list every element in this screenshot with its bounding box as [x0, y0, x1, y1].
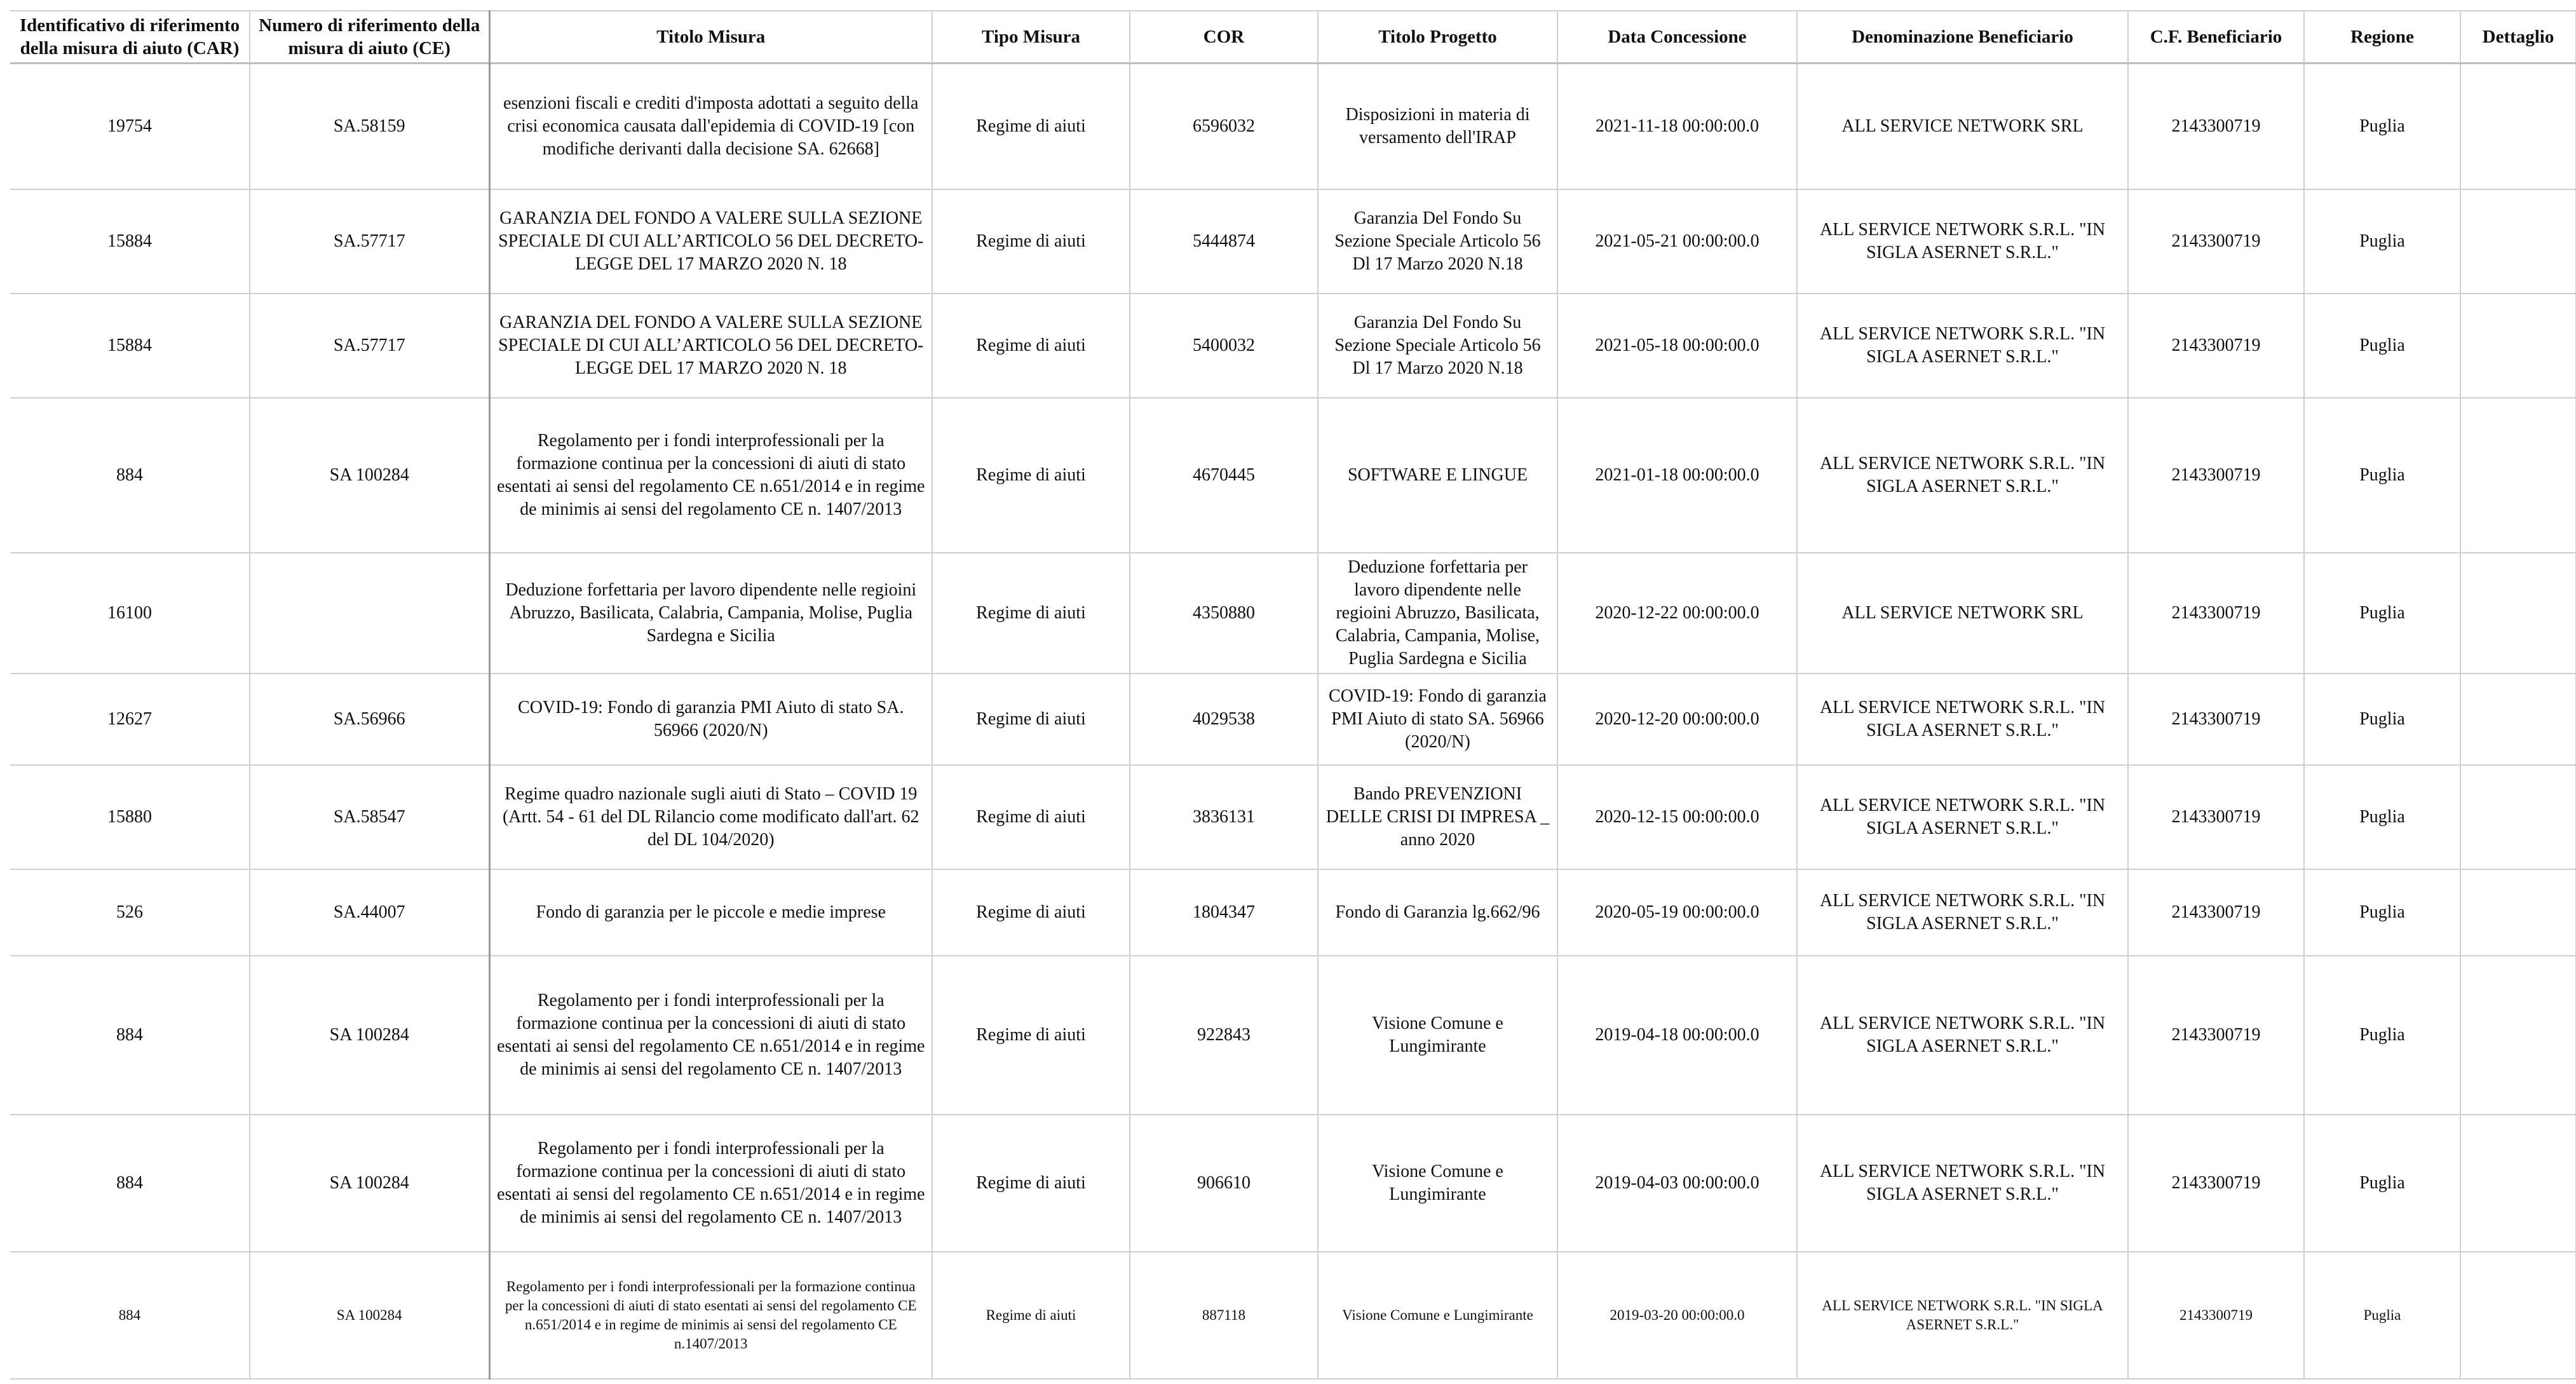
cell-regione: Puglia — [2304, 294, 2460, 398]
cell-ce: SA.57717 — [250, 294, 489, 398]
cell-car: 16100 — [10, 553, 250, 674]
header-ce[interactable]: Numero di riferimento della misura di aiuto (CE) — [250, 11, 489, 64]
table-row — [10, 398, 2576, 553]
cell-dettaglio[interactable] — [2460, 765, 2576, 869]
table-row — [10, 189, 2576, 294]
cell-titolo-misura: GARANZIA DEL FONDO A VALERE SULLA SEZIONE SPECIALE DI CUI ALL’ARTICOLO 56 DEL DECRETO-LEGGE DEL 17 MARZO 2020 N. 18 — [489, 189, 932, 294]
header-car[interactable]: Identificativo di riferimento della misura di aiuto (CAR) — [10, 11, 250, 64]
cell-car: 884 — [10, 956, 250, 1115]
cell-tipo-misura: Regime di aiuti — [932, 189, 1130, 294]
header-row — [10, 11, 2576, 64]
header-regione[interactable]: Regione — [2304, 11, 2460, 64]
cell-car: 15880 — [10, 765, 250, 869]
cell-cf: 2143300719 — [2128, 674, 2304, 765]
header-data-concessione[interactable]: Data Concessione — [1557, 11, 1797, 64]
cell-cf: 2143300719 — [2128, 956, 2304, 1115]
cell-car: 884 — [10, 1252, 250, 1379]
cell-regione: Puglia — [2304, 765, 2460, 869]
cell-titolo-progetto: Visione Comune e Lungimirante — [1318, 1115, 1557, 1252]
cell-cor: 4350880 — [1130, 553, 1318, 674]
header-cor[interactable]: COR — [1130, 11, 1318, 64]
header-dettaglio[interactable]: Dettaglio — [2460, 11, 2576, 64]
cell-cf: 2143300719 — [2128, 398, 2304, 553]
table-row — [10, 553, 2576, 674]
cell-titolo-misura: Fondo di garanzia per le piccole e medie imprese — [489, 869, 932, 956]
cell-regione: Puglia — [2304, 553, 2460, 674]
cell-car: 15884 — [10, 189, 250, 294]
cell-regione: Puglia — [2304, 398, 2460, 553]
cell-titolo-progetto: Deduzione forfettaria per lavoro dipendente nelle regioini Abruzzo, Basilicata, Calabria, Campania, Molise, Puglia Sardegna e Sicilia — [1318, 553, 1557, 674]
cell-data-concessione: 2021-11-18 00:00:00.0 — [1557, 64, 1797, 189]
cell-cf: 2143300719 — [2128, 64, 2304, 189]
cell-titolo-progetto: SOFTWARE E LINGUE — [1318, 398, 1557, 553]
cell-denominazione: ALL SERVICE NETWORK S.R.L. "IN SIGLA ASERNET S.R.L." — [1797, 398, 2128, 553]
cell-cf: 2143300719 — [2128, 1115, 2304, 1252]
cell-data-concessione: 2019-03-20 00:00:00.0 — [1557, 1252, 1797, 1379]
cell-cor: 3836131 — [1130, 765, 1318, 869]
cell-tipo-misura: Regime di aiuti — [932, 64, 1130, 189]
cell-cor: 5400032 — [1130, 294, 1318, 398]
cell-regione: Puglia — [2304, 869, 2460, 956]
cell-cor: 6596032 — [1130, 64, 1318, 189]
cell-dettaglio[interactable] — [2460, 956, 2576, 1115]
cell-regione: Puglia — [2304, 674, 2460, 765]
cell-denominazione: ALL SERVICE NETWORK S.R.L. "IN SIGLA ASERNET S.R.L." — [1797, 1115, 2128, 1252]
cell-denominazione: ALL SERVICE NETWORK S.R.L. "IN SIGLA ASERNET S.R.L." — [1797, 956, 2128, 1115]
cell-titolo-progetto: Bando PREVENZIONI DELLE CRISI DI IMPRESA _ anno 2020 — [1318, 765, 1557, 869]
cell-tipo-misura: Regime di aiuti — [932, 294, 1130, 398]
cell-dettaglio[interactable] — [2460, 869, 2576, 956]
cell-cor: 4029538 — [1130, 674, 1318, 765]
cell-denominazione: ALL SERVICE NETWORK S.R.L. "IN SIGLA ASERNET S.R.L." — [1797, 189, 2128, 294]
cell-ce: SA.44007 — [250, 869, 489, 956]
cell-data-concessione: 2019-04-03 00:00:00.0 — [1557, 1115, 1797, 1252]
cell-titolo-progetto: Visione Comune e Lungimirante — [1318, 1252, 1557, 1379]
cell-denominazione: ALL SERVICE NETWORK S.R.L. "IN SIGLA ASERNET S.R.L." — [1797, 765, 2128, 869]
table-row — [10, 64, 2576, 189]
cell-cf: 2143300719 — [2128, 869, 2304, 956]
cell-data-concessione: 2020-05-19 00:00:00.0 — [1557, 869, 1797, 956]
cell-titolo-misura: COVID-19: Fondo di garanzia PMI Aiuto di stato SA. 56966 (2020/N) — [489, 674, 932, 765]
cell-titolo-misura: Deduzione forfettaria per lavoro dipendente nelle regioini Abruzzo, Basilicata, Calabria, Campania, Molise, Puglia Sardegna e Sicilia — [489, 553, 932, 674]
cell-denominazione: ALL SERVICE NETWORK S.R.L. "IN SIGLA ASERNET S.R.L." — [1797, 674, 2128, 765]
cell-dettaglio[interactable] — [2460, 1115, 2576, 1252]
cell-regione: Puglia — [2304, 956, 2460, 1115]
cell-titolo-misura: Regime quadro nazionale sugli aiuti di Stato – COVID 19 (Artt. 54 - 61 del DL Rilancio come modificato dall'art. 62 del DL 104/2020) — [489, 765, 932, 869]
table-row — [10, 1115, 2576, 1252]
cell-car: 884 — [10, 398, 250, 553]
cell-ce: SA.56966 — [250, 674, 489, 765]
cell-tipo-misura: Regime di aiuti — [932, 674, 1130, 765]
cell-dettaglio[interactable] — [2460, 294, 2576, 398]
cell-ce: SA 100284 — [250, 1252, 489, 1379]
cell-dettaglio[interactable] — [2460, 674, 2576, 765]
cell-data-concessione: 2020-12-22 00:00:00.0 — [1557, 553, 1797, 674]
cell-dettaglio[interactable] — [2460, 189, 2576, 294]
cell-tipo-misura: Regime di aiuti — [932, 1115, 1130, 1252]
cell-car: 15884 — [10, 294, 250, 398]
cell-denominazione: ALL SERVICE NETWORK S.R.L. "IN SIGLA ASERNET S.R.L." — [1797, 869, 2128, 956]
cell-titolo-progetto: Garanzia Del Fondo Su Sezione Speciale Articolo 56 Dl 17 Marzo 2020 N.18 — [1318, 189, 1557, 294]
cell-car: 884 — [10, 1115, 250, 1252]
cell-cor: 887118 — [1130, 1252, 1318, 1379]
cell-data-concessione: 2020-12-15 00:00:00.0 — [1557, 765, 1797, 869]
header-titolo-misura[interactable]: Titolo Misura — [489, 11, 932, 64]
cell-titolo-misura: Regolamento per i fondi interprofessionali per la formazione continua per la concessioni di aiuti di stato esentati ai sensi del regolamento CE n.651/2014 e in regime de minimis ai sensi del regolamento CE n. 1407/2013 — [489, 1115, 932, 1252]
cell-cf: 2143300719 — [2128, 1252, 2304, 1379]
cell-cor: 922843 — [1130, 956, 1318, 1115]
cell-tipo-misura: Regime di aiuti — [932, 1252, 1130, 1379]
cell-ce: SA.57717 — [250, 189, 489, 294]
cell-ce: SA 100284 — [250, 398, 489, 553]
cell-dettaglio[interactable] — [2460, 398, 2576, 553]
header-titolo-progetto[interactable]: Titolo Progetto — [1318, 11, 1557, 64]
cell-denominazione: ALL SERVICE NETWORK S.R.L. "IN SIGLA ASERNET S.R.L." — [1797, 1252, 2128, 1379]
cell-dettaglio[interactable] — [2460, 1252, 2576, 1379]
header-denominazione[interactable]: Denominazione Beneficiario — [1797, 11, 2128, 64]
cell-tipo-misura: Regime di aiuti — [932, 398, 1130, 553]
cell-car: 12627 — [10, 674, 250, 765]
cell-tipo-misura: Regime di aiuti — [932, 869, 1130, 956]
cell-data-concessione: 2021-05-18 00:00:00.0 — [1557, 294, 1797, 398]
cell-ce: SA.58547 — [250, 765, 489, 869]
cell-data-concessione: 2021-05-21 00:00:00.0 — [1557, 189, 1797, 294]
cell-data-concessione: 2020-12-20 00:00:00.0 — [1557, 674, 1797, 765]
cell-titolo-progetto: Garanzia Del Fondo Su Sezione Speciale Articolo 56 Dl 17 Marzo 2020 N.18 — [1318, 294, 1557, 398]
cell-titolo-misura: GARANZIA DEL FONDO A VALERE SULLA SEZIONE SPECIALE DI CUI ALL’ARTICOLO 56 DEL DECRETO-LEGGE DEL 17 MARZO 2020 N. 18 — [489, 294, 932, 398]
cell-cf: 2143300719 — [2128, 765, 2304, 869]
table-row — [10, 294, 2576, 398]
cell-data-concessione: 2021-01-18 00:00:00.0 — [1557, 398, 1797, 553]
header-tipo-misura[interactable]: Tipo Misura — [932, 11, 1130, 64]
cell-regione: Puglia — [2304, 1115, 2460, 1252]
cell-titolo-misura: Regolamento per i fondi interprofessionali per la formazione continua per la concessioni di aiuti di stato esentati ai sensi del regolamento CE n.651/2014 e in regime de minimis ai sensi del regolamento CE n.1407/2013 — [489, 1252, 932, 1379]
table-row — [10, 674, 2576, 765]
cell-titolo-misura: Regolamento per i fondi interprofessionali per la formazione continua per la concessioni di aiuti di stato esentati ai sensi del regolamento CE n.651/2014 e in regime de minimis ai sensi del regolamento CE n. 1407/2013 — [489, 398, 932, 553]
table-row — [10, 956, 2576, 1115]
cell-ce — [250, 553, 489, 674]
cell-cf: 2143300719 — [2128, 189, 2304, 294]
aid-records-page — [10, 10, 2576, 1380]
cell-titolo-misura: Regolamento per i fondi interprofessionali per la formazione continua per la concessioni di aiuti di stato esentati ai sensi del regolamento CE n.651/2014 e in regime de minimis ai sensi del regolamento CE n. 1407/2013 — [489, 956, 932, 1115]
cell-dettaglio[interactable] — [2460, 64, 2576, 189]
table-row — [10, 765, 2576, 869]
cell-denominazione: ALL SERVICE NETWORK SRL — [1797, 553, 2128, 674]
cell-ce: SA 100284 — [250, 956, 489, 1115]
cell-regione: Puglia — [2304, 1252, 2460, 1379]
aid-records-table — [10, 10, 2576, 1380]
cell-cor: 5444874 — [1130, 189, 1318, 294]
cell-denominazione: ALL SERVICE NETWORK SRL — [1797, 64, 2128, 189]
cell-denominazione: ALL SERVICE NETWORK S.R.L. "IN SIGLA ASERNET S.R.L." — [1797, 294, 2128, 398]
cell-car: 19754 — [10, 64, 250, 189]
cell-ce: SA.58159 — [250, 64, 489, 189]
cell-titolo-progetto: Disposizioni in materia di versamento dell'IRAP — [1318, 64, 1557, 189]
cell-cor: 1804347 — [1130, 869, 1318, 956]
cell-cf: 2143300719 — [2128, 294, 2304, 398]
cell-tipo-misura: Regime di aiuti — [932, 553, 1130, 674]
cell-cor: 4670445 — [1130, 398, 1318, 553]
cell-titolo-misura: esenzioni fiscali e crediti d'imposta adottati a seguito della crisi economica causata dall'epidemia di COVID-19 [con modifiche derivanti dalla decisione SA. 62668] — [489, 64, 932, 189]
cell-regione: Puglia — [2304, 64, 2460, 189]
cell-car: 526 — [10, 869, 250, 956]
cell-data-concessione: 2019-04-18 00:00:00.0 — [1557, 956, 1797, 1115]
cell-regione: Puglia — [2304, 189, 2460, 294]
cell-ce: SA 100284 — [250, 1115, 489, 1252]
cell-tipo-misura: Regime di aiuti — [932, 956, 1130, 1115]
cell-titolo-progetto: Fondo di Garanzia lg.662/96 — [1318, 869, 1557, 956]
cell-cor: 906610 — [1130, 1115, 1318, 1252]
cell-titolo-progetto: COVID-19: Fondo di garanzia PMI Aiuto di stato SA. 56966 (2020/N) — [1318, 674, 1557, 765]
header-cf[interactable]: C.F. Beneficiario — [2128, 11, 2304, 64]
table-row — [10, 869, 2576, 956]
cell-dettaglio[interactable] — [2460, 553, 2576, 674]
cell-cf: 2143300719 — [2128, 553, 2304, 674]
table-row — [10, 1252, 2576, 1379]
cell-titolo-progetto: Visione Comune e Lungimirante — [1318, 956, 1557, 1115]
cell-tipo-misura: Regime di aiuti — [932, 765, 1130, 869]
